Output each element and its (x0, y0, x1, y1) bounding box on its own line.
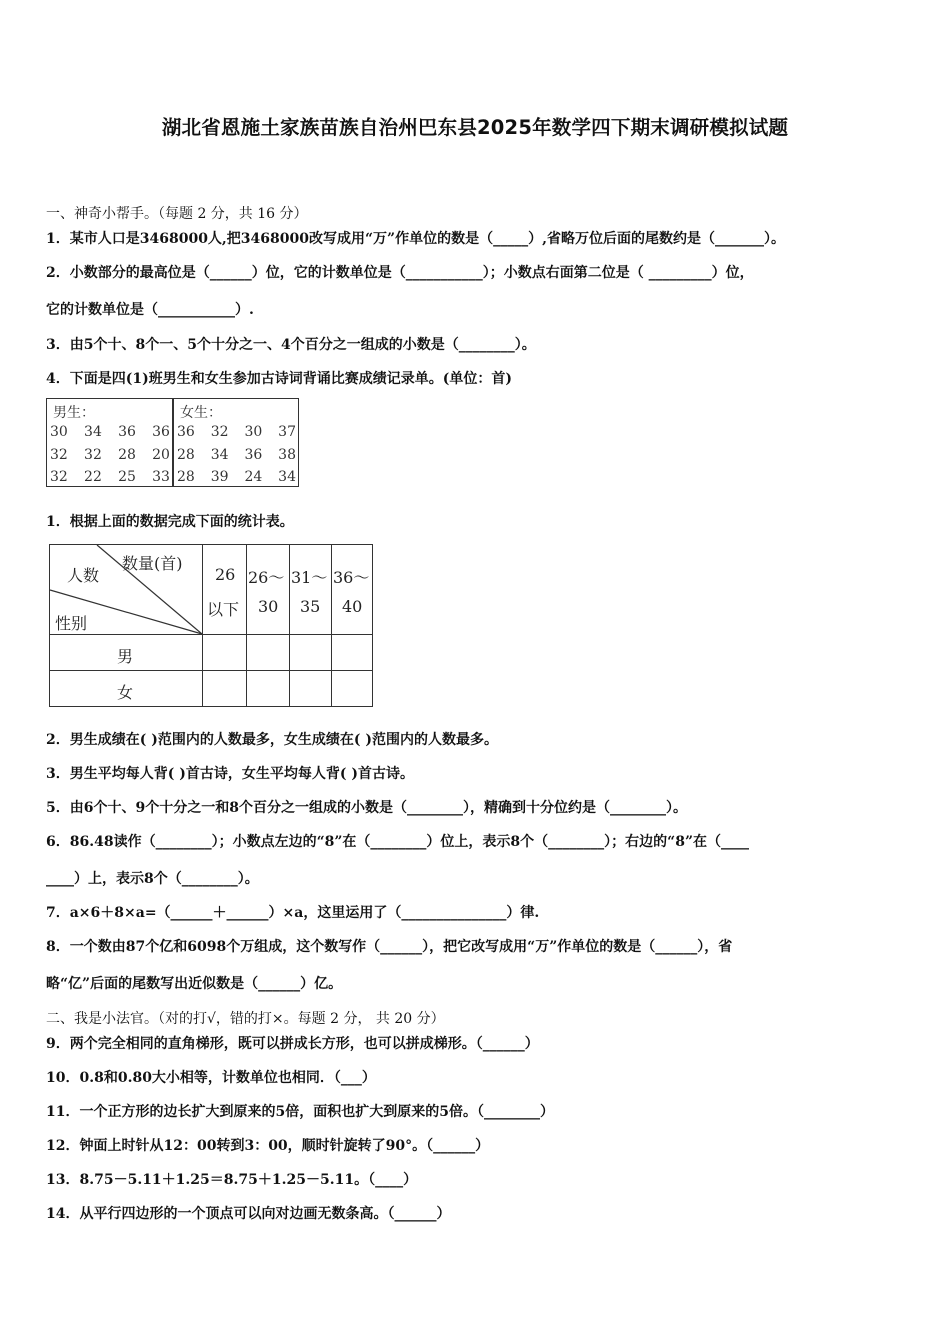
row-divider (49, 670, 373, 671)
col-divider (202, 544, 203, 707)
record-row (177, 424, 296, 440)
section-1-heading: 一、神奇小帮手。（每题 2 分，共 16 分） (46, 206, 308, 222)
score: 22 (84, 469, 102, 485)
question-9: 9．两个完全相同的直角梯形，既可以拼成长方形，也可以拼成梯形。（______） (46, 1036, 539, 1052)
header-people: 人数 (67, 566, 100, 585)
section-2-heading: 二、我是小法官。（对的打√，错的打×。每题 2 分， 共 20 分） (46, 1011, 445, 1027)
question-10: 10．0.8和0.80大小相等，计数单位也相同．（___） (46, 1070, 376, 1086)
col-header-2: 26～ (248, 568, 285, 587)
question-11: 11．一个正方形的边长扩大到原来的5倍，面积也扩大到原来的5倍。（________） (46, 1104, 554, 1120)
record-row (177, 469, 296, 485)
question-12: 12．钟面上时针从12：00转到3：00，顺时针旋转了90°。（______） (46, 1138, 490, 1154)
score: 36 (118, 424, 136, 440)
record-row (50, 424, 170, 440)
score: 36 (152, 424, 170, 440)
question-1: 1．某市人口是3468000人,把3468000改写成用“万”作单位的数是（_____）,省略万位后面的尾数约是（_______）。 (46, 231, 785, 247)
record-row (50, 447, 170, 463)
score: 32 (50, 447, 68, 463)
col-divider (246, 544, 247, 707)
score: 36 (244, 447, 263, 463)
header-quantity: 数量(首) (122, 554, 183, 573)
score: 32 (210, 424, 229, 440)
question-13: 13．8.75－5.11＋1.25＝8.75＋1.25－5.11。（____） (46, 1172, 418, 1188)
row-divider (49, 634, 373, 635)
question-4-sub-2: 2．男生成绩在( )范围内的人数最多，女生成绩在( )范围内的人数最多。 (46, 732, 498, 748)
col-header-1-sub: 以下 (207, 600, 240, 619)
record-row (50, 469, 170, 485)
question-2-line-2: 它的计数单位是（___________）. (46, 302, 254, 318)
question-8-line-2: 略“亿”后面的尾数写出近似数是（______）亿。 (46, 976, 343, 992)
score: 34 (84, 424, 102, 440)
score: 28 (177, 469, 195, 485)
col-divider (289, 544, 290, 707)
question-3: 3．由5个十、8个一、5个十分之一、4个百分之一组成的小数是（________）。 (46, 337, 536, 353)
score: 28 (177, 447, 195, 463)
question-8-line-1: 8．一个数由87个亿和6098个万组成，这个数写作（______），把它改写成用“万”作单位的数是（______），省 (46, 939, 733, 955)
question-4-sub-1: 1．根据上面的数据完成下面的统计表。 (46, 514, 294, 530)
score: 38 (278, 447, 296, 463)
score: 24 (244, 469, 263, 485)
col-header-3-sub: 35 (300, 597, 321, 616)
col-header-4-sub: 40 (342, 597, 363, 616)
record-row (177, 447, 296, 463)
score: 32 (84, 447, 102, 463)
question-5: 5．由6个十、9个十分之一和8个百分之一组成的小数是（________），精确到十分位约是（________）。 (46, 800, 687, 816)
row-label-girl: 女 (117, 683, 134, 702)
question-6-line-1: 6．86.48读作（________）；小数点左边的“8”在（________）位上，表示8个（________）；右边的“8”在（____ (46, 834, 750, 850)
header-gender: 性别 (55, 614, 88, 633)
score: 36 (177, 424, 195, 440)
score: 33 (152, 469, 170, 485)
score: 30 (50, 424, 68, 440)
score: 30 (244, 424, 263, 440)
col-header-3: 31～ (291, 568, 328, 587)
col-divider (331, 544, 332, 707)
col-header-1: 26 (215, 565, 236, 584)
girls-label: 女生： (180, 405, 222, 421)
col-header-4: 36～ (333, 568, 370, 587)
question-7: 7．a×6＋8×a=（______＋______）×a，这里运用了（_______________）律. (46, 905, 540, 921)
page-title: 湖北省恩施土家族苗族自治州巴东县2025年数学四下期末调研模拟试题 (161, 116, 789, 139)
girls-score-record (173, 398, 299, 487)
statistics-table (49, 544, 373, 707)
score: 39 (210, 469, 229, 485)
score: 20 (152, 447, 170, 463)
question-6-line-2: ____）上，表示8个（________）。 (46, 871, 259, 887)
score: 25 (118, 469, 136, 485)
question-4-sub-3: 3．男生平均每人背( )首古诗，女生平均每人背( )首古诗。 (46, 766, 414, 782)
question-14: 14．从平行四边形的一个顶点可以向对边画无数条高。（______） (46, 1206, 451, 1222)
boys-label: 男生： (53, 405, 95, 421)
row-label-boy: 男 (117, 647, 134, 666)
question-2-line-1: 2．小数部分的最高位是（______）位，它的计数单位是（___________）；小数点右面第二位是（ _________）位， (46, 265, 754, 281)
score: 34 (210, 447, 229, 463)
boys-score-record (46, 398, 173, 487)
question-4: 4．下面是四(1)班男生和女生参加古诗词背诵比赛成绩记录单。(单位：首) (46, 371, 512, 387)
score: 34 (278, 469, 296, 485)
col-header-2-sub: 30 (258, 597, 279, 616)
score: 28 (118, 447, 136, 463)
score: 32 (50, 469, 68, 485)
score: 37 (278, 424, 296, 440)
